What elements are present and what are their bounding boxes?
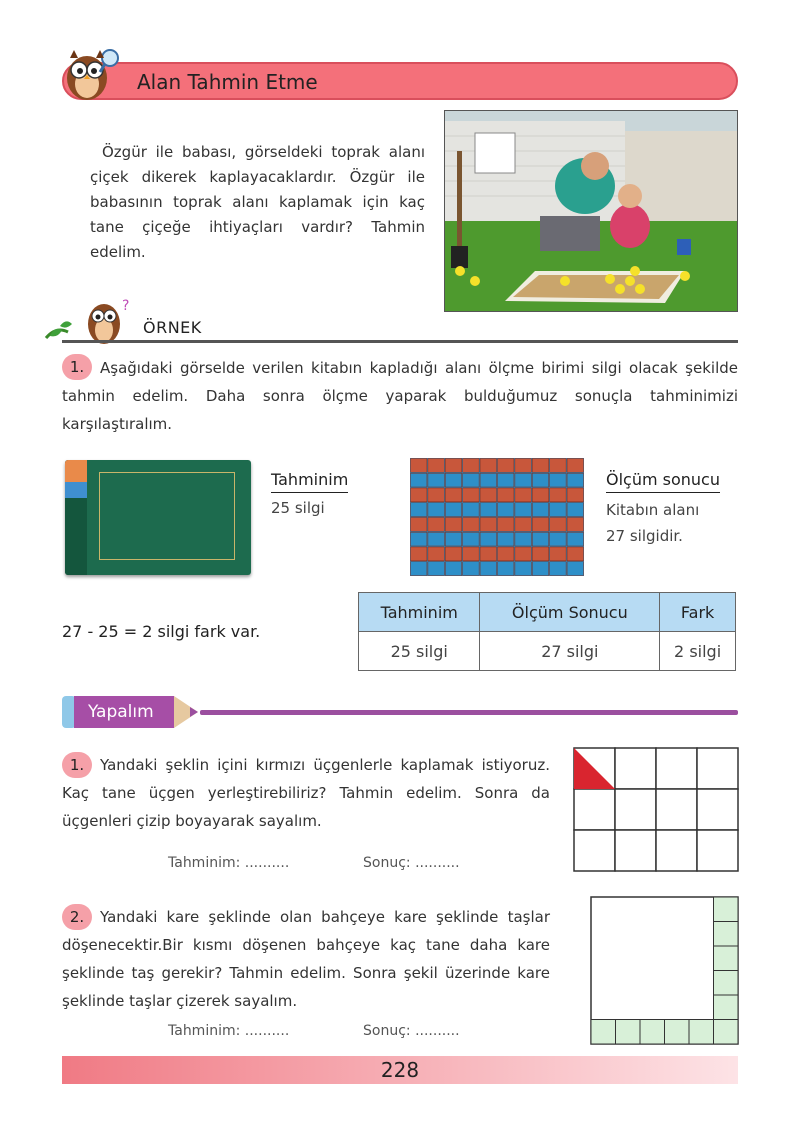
- eraser: [498, 518, 514, 532]
- q2-text: Yandaki kare şeklinde olan bahçeye kare şeklinde taşlar döşenecektir.Bir kısmı döşenen bahçeye kaç tane daha kare şeklinde taş gerekir? Tahmin edelim. Sonra şekil üzerinde kare şeklinde taşlar çizerek sayalım.: [62, 908, 550, 1010]
- eraser: [550, 459, 566, 473]
- measure-block: [606, 470, 720, 545]
- eraser: [445, 473, 461, 487]
- eraser: [498, 488, 514, 502]
- intro-paragraph: [90, 140, 425, 265]
- difference-equation: 27 - 25 = 2 silgi fark var.: [62, 622, 261, 641]
- estimate-value: 25 silgi: [271, 499, 325, 517]
- eraser: [550, 503, 566, 517]
- eraser: [515, 488, 531, 502]
- eraser: [532, 459, 548, 473]
- eraser: [515, 459, 531, 473]
- eraser: [411, 459, 427, 473]
- book-corner: [65, 460, 87, 482]
- laid-tile: [689, 1020, 714, 1045]
- eraser: [428, 488, 444, 502]
- eraser: [463, 473, 479, 487]
- eraser: [515, 547, 531, 561]
- eraser: [428, 532, 444, 546]
- eraser: [463, 503, 479, 517]
- laid-tile: [714, 1020, 739, 1045]
- eraser: [480, 518, 496, 532]
- svg-text:?: ?: [122, 298, 130, 314]
- eraser: [550, 547, 566, 561]
- laid-tile: [714, 946, 739, 971]
- eraser: [480, 503, 496, 517]
- eraser: [463, 459, 479, 473]
- q1-text: Yandaki şeklin içini kırmızı üçgenlerle kaplamak istiyoruz. Kaç tane üçgen yerleştirebiliriz? Tahmin edelim. Sonra da üçgenleri çizip boyayarak sayalım.: [62, 756, 550, 830]
- laid-tile: [591, 1020, 616, 1045]
- comparison-table: [358, 592, 736, 671]
- q2-number-badge: 2.: [62, 904, 92, 930]
- table-header-measure: Ölçüm Sonucu: [480, 593, 660, 632]
- laid-tile: [616, 1020, 641, 1045]
- owl-mascot-icon: [60, 42, 122, 104]
- triangle-fill-grid[interactable]: [573, 747, 739, 872]
- eraser: [498, 532, 514, 546]
- laid-tile: [714, 971, 739, 996]
- eraser: [463, 488, 479, 502]
- eraser: [532, 473, 548, 487]
- table-cell-measure: 27 silgi: [480, 632, 660, 671]
- eraser: [445, 532, 461, 546]
- q1-estimate-blank[interactable]: Tahminim: ..........: [168, 855, 290, 871]
- eraser: [550, 473, 566, 487]
- eraser: [532, 547, 548, 561]
- measure-line-1: Kitabın alanı: [606, 501, 700, 519]
- eraser: [532, 532, 548, 546]
- eraser: [532, 518, 548, 532]
- eraser: [532, 488, 548, 502]
- eraser: [567, 518, 583, 532]
- eraser: [550, 518, 566, 532]
- eraser: [411, 503, 427, 517]
- eraser: [445, 518, 461, 532]
- eraser: [532, 562, 548, 576]
- eraser: [445, 547, 461, 561]
- eraser: [428, 503, 444, 517]
- eraser: [550, 562, 566, 576]
- book-corner-stripe: [65, 482, 87, 498]
- q2-result-blank[interactable]: Sonuç: ..........: [363, 1023, 460, 1039]
- eraser: [480, 473, 496, 487]
- eraser: [515, 473, 531, 487]
- pencil-line: [200, 710, 738, 715]
- laid-tile: [714, 922, 739, 947]
- eraser: [498, 503, 514, 517]
- table-row: [359, 632, 736, 671]
- eraser: [567, 473, 583, 487]
- eraser: [567, 503, 583, 517]
- estimate-block: [271, 470, 348, 517]
- estimate-label: Tahminim: [271, 470, 348, 493]
- table-cell-estimate: 25 silgi: [359, 632, 480, 671]
- eraser: [498, 562, 514, 576]
- eraser: [480, 532, 496, 546]
- eraser: [411, 518, 427, 532]
- eraser: [515, 532, 531, 546]
- garden-planting-illustration: [444, 110, 738, 312]
- table-header-difference: Fark: [660, 593, 736, 632]
- eraser: [411, 532, 427, 546]
- eraser: [428, 547, 444, 561]
- eraser: [445, 562, 461, 576]
- eraser: [411, 473, 427, 487]
- eraser: [428, 518, 444, 532]
- eraser: [428, 459, 444, 473]
- eraser: [498, 459, 514, 473]
- q1-result-blank[interactable]: Sonuç: ..........: [363, 855, 460, 871]
- eraser: [567, 488, 583, 502]
- eraser: [550, 532, 566, 546]
- table-header-row: [359, 593, 736, 632]
- example-number-badge: 1.: [62, 354, 92, 380]
- eraser: [445, 503, 461, 517]
- eraser: [567, 459, 583, 473]
- eraser: [480, 459, 496, 473]
- eraser: [515, 518, 531, 532]
- eraser: [498, 547, 514, 561]
- activity-label: Yapalım: [88, 702, 154, 722]
- eraser: [463, 532, 479, 546]
- page-number: 228: [380, 1058, 420, 1082]
- q2-estimate-blank[interactable]: Tahminim: ..........: [168, 1023, 290, 1039]
- eraser: [411, 547, 427, 561]
- eraser: [428, 473, 444, 487]
- eraser: [567, 547, 583, 561]
- eraser: [428, 562, 444, 576]
- eraser: [463, 547, 479, 561]
- eraser: [463, 562, 479, 576]
- intro-text: Özgür ile babası, görseldeki toprak alanı çiçek dikerek kaplayacaklardır. Özgür ile babasının toprak alanı kaplamak için kaç tane çiçeğe ihtiyaçları vardır? Tahmin edelim.: [90, 143, 425, 261]
- table-cell-difference: 2 silgi: [660, 632, 736, 671]
- green-book-illustration: [65, 460, 251, 575]
- eraser: [532, 503, 548, 517]
- eraser-grid-illustration: [410, 458, 584, 576]
- eraser: [463, 518, 479, 532]
- eraser: [515, 562, 531, 576]
- q1-number-badge: 1.: [62, 752, 92, 778]
- laid-tile: [665, 1020, 690, 1045]
- example-instructions: Aşağıdaki görselde verilen kitabın kapladığı alanı ölçme birimi silgi olacak şekilde tahmin edelim. Daha sonra ölçme yaparak bulduğumuz sonuçla tahminimizi karşılaştıralım.: [62, 359, 738, 433]
- example-label: ÖRNEK: [143, 318, 202, 337]
- page-title: Alan Tahmin Etme: [137, 70, 318, 94]
- eraser: [515, 503, 531, 517]
- eraser: [480, 547, 496, 561]
- example-divider: [62, 340, 738, 343]
- eraser: [411, 488, 427, 502]
- laid-tile: [714, 995, 739, 1020]
- laid-tile: [714, 897, 739, 922]
- eraser: [480, 562, 496, 576]
- eraser: [567, 562, 583, 576]
- laid-tile: [640, 1020, 665, 1045]
- book-frame: [99, 472, 235, 560]
- table-header-estimate: Tahminim: [359, 593, 480, 632]
- eraser: [445, 459, 461, 473]
- garden-tile-grid[interactable]: [590, 896, 740, 1046]
- measure-label: Ölçüm sonucu: [606, 470, 720, 493]
- eraser: [567, 532, 583, 546]
- eraser: [480, 488, 496, 502]
- eraser: [550, 488, 566, 502]
- eraser: [411, 562, 427, 576]
- eraser: [445, 488, 461, 502]
- eraser: [498, 473, 514, 487]
- measure-line-2: 27 silgidir.: [606, 527, 683, 545]
